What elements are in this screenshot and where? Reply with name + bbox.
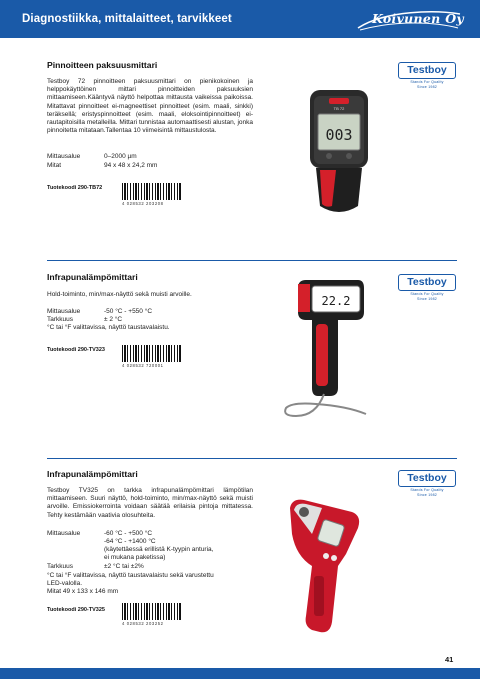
testboy-since: Since 1982 (417, 297, 437, 301)
testboy-logo-text: Testboy (398, 470, 456, 487)
infrared-thermometer-tv325-image (282, 494, 382, 644)
product-code: Tuotekoodi 290-TV325 (47, 607, 105, 613)
device-reading: 003 (325, 126, 353, 144)
spec-row (47, 538, 156, 546)
barcode (122, 345, 182, 367)
barcode-bars (122, 603, 182, 620)
product-description: Testboy 72 pinnoitteen paksuusmittari on pienikokoinen ja helppokäyttöinen mittari pinnoitteiden paksuuksien mittaamiseen.Kääntyvä näyttö helpottaa mittausta vaikeissa paikoissa. Mitattavat pinnoitteet ei-magneettiset pinnoitteet (esim. maali, sinkki) teräksellä; eristyspinnoitteet (esim. maali, eloksointipinnoitteet) ei-rautapitoisilla metalleilla. Mittari tunnistaa automaattisesti alustan, jonka pinnoitetta mitataan.Tallentaa 10 viimeisintä mittaustulosta. (47, 78, 253, 135)
spec-value: ± 2 °C (104, 316, 123, 323)
product-note: °C tai °F valittavissa, näyttö taustavalaistu. (47, 324, 170, 331)
device-label: TB 72 (333, 106, 345, 111)
product-title: Infrapunalämpömittari (47, 272, 138, 282)
spec-label: Mitat (47, 162, 62, 169)
spec-value: (käytettäessä erillistä K-tyypin anturia, (104, 546, 214, 553)
spec-value: -50 °C - +550 °C (104, 308, 153, 315)
testboy-logo (398, 62, 458, 92)
company-logo (356, 8, 462, 32)
product-title: Pinnoitteen paksuusmittari (47, 60, 158, 70)
spec-label: Tarkkuus (47, 563, 74, 570)
product-note: °C tai °F valittavissa, näyttö taustavalaistu sekä varustettu (47, 572, 214, 579)
barcode (122, 603, 182, 625)
testboy-tagline: Stands For Quality (410, 488, 444, 492)
spec-row (47, 308, 152, 316)
spec-value: 94 x 48 x 24,2 mm (104, 162, 158, 169)
spec-row (47, 153, 137, 161)
product-description: Hold-toiminto, min/max-näyttö sekä muisti arvoille. (47, 291, 192, 298)
testboy-logo-text: Testboy (398, 274, 456, 291)
barcode-bars (122, 183, 182, 200)
spec-row (47, 316, 122, 324)
product-title: Infrapunalämpömittari (47, 469, 138, 479)
barcode-bars (122, 345, 182, 362)
header-title: Diagnostiikka, mittalaitteet, tarvikkeet (22, 13, 232, 25)
device-reading: 22.2 (321, 294, 351, 308)
spec-value: -60 °C - +500 °C (104, 530, 153, 537)
testboy-logo (398, 274, 458, 304)
infrared-thermometer-image (276, 276, 386, 436)
coating-thickness-gauge-image (296, 86, 386, 226)
spec-row (47, 554, 165, 562)
spec-value: 0–2000 µm (104, 153, 137, 160)
product-description: Testboy TV325 on tarkka infrapunalämpömittari lämpötilan mittaamiseen. Suuri näyttö, hold-toiminto, min/max-näyttö sekä muisti arvoille. Emissiokerrointa voidaan säätää erilaisia pintoja mittatessa. Tehty kestämään vaativia olosuhteita. (47, 487, 253, 519)
spec-label: Mittausalue (47, 153, 81, 160)
testboy-since: Since 1982 (417, 493, 437, 497)
product-note: LED-valolla. (47, 580, 83, 587)
section-divider (47, 458, 457, 459)
spec-row (47, 530, 152, 538)
testboy-tagline: Stands For Quality (410, 80, 444, 84)
barcode-number: 4 028532 203208 (122, 201, 164, 206)
spec-label: Tarkkuus (47, 316, 74, 323)
product-code: Tuotekoodi 290-TB72 (47, 185, 103, 191)
logo-text: Koivunen Oy (372, 11, 464, 26)
testboy-tagline: Stands For Quality (410, 292, 444, 296)
page-header (0, 0, 480, 38)
spec-value: ±2 °C tai ±2% (104, 563, 144, 570)
spec-row (47, 546, 213, 554)
section-divider (47, 260, 457, 261)
spec-row (47, 563, 144, 571)
spec-value: -64 °C - +1400 °C (104, 538, 156, 545)
testboy-since: Since 1982 (417, 85, 437, 89)
page-footer (0, 668, 480, 679)
spec-value: ei mukana paketissa) (104, 554, 166, 561)
testboy-logo-text: Testboy (398, 62, 456, 79)
barcode-number: 4 028532 203252 (122, 621, 164, 626)
testboy-logo (398, 470, 458, 500)
product-dimensions: Mitat 49 x 133 x 146 mm (47, 588, 119, 595)
barcode-number: 4 028532 720001 (122, 363, 164, 368)
page-number: 41 (445, 655, 454, 664)
barcode (122, 183, 182, 205)
spec-label: Mittausalue (47, 530, 81, 537)
spec-label: Mittausalue (47, 308, 81, 315)
product-code: Tuotekoodi 290-TV323 (47, 347, 105, 353)
spec-row (47, 162, 157, 170)
